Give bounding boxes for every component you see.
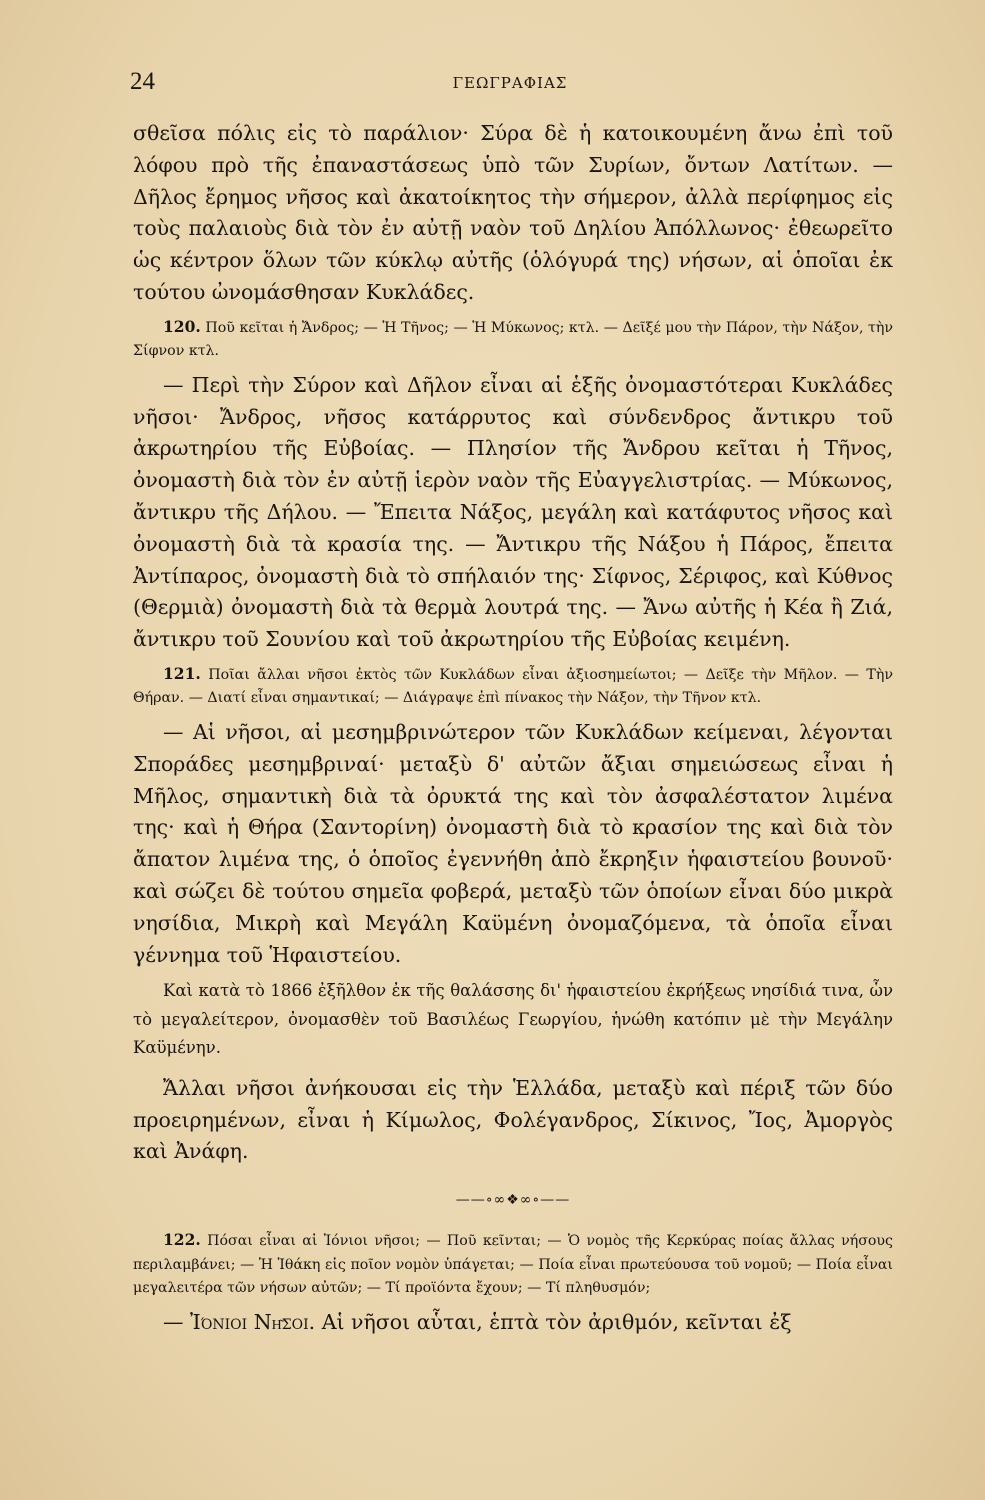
page-number: 24 — [130, 68, 155, 95]
paragraph-text: Αἱ νῆσοι αὗται, ἑπτὰ τὸν ἀριθμόν, κεῖνται ἐξ — [321, 1309, 792, 1334]
question-121 — [133, 662, 893, 711]
paragraph-other-islands: Ἄλλαι νῆσοι ἀνήκουσαι εἰς τὴν Ἑλλάδα, μεταξὺ καὶ πέριξ τῶν δύο προειρημένων, εἶναι ἡ Κίμωλος, Φολέγανδρος, Σίκινος, Ἴος, Ἀμοργὸς καὶ Ἀνάφη. — [133, 1075, 893, 1164]
paragraph-1866-eruption: Καὶ κατὰ τὸ 1866 ἐξῆλθον ἐκ τῆς θαλάσσης δι' ἡφαιστείου ἐκρήξεως νησίδιά τινα, ὧν τὸ μεγαλείτερον, ὀνομασθὲν τοῦ Βασιλέως Γεωργίου, ἡνώθη κατόπιν μὲ τὴν Μεγάλην Καϋμένην. — [133, 981, 893, 1058]
question-number: 122. — [163, 1230, 201, 1250]
question-120 — [133, 315, 893, 364]
section-ornament: ——∘∞❖∞∘—— — [455, 1192, 571, 1209]
running-head — [130, 68, 890, 98]
page-header-title: ΓΕΩΓΡΑΦΙΑΣ — [452, 74, 568, 92]
paragraph-syra-delos: σθεῖσα πόλις εἰς τὸ παράλιον· Σύρα δὲ ἡ κατοικουμένη ἄνω ἐπὶ τοῦ λόφου πρὸ τῆς ἐπαναστάσεως ὑπὸ τῶν Συρίων, ὄντων Λατίτων. — Δῆλος ἔρημος νῆσος καὶ ἀκατοίκητος τὴν σήμερον, ἀλλὰ περίφημος εἰς τοὺς παλαιοὺς διὰ τὸν ἐν αὐτῇ ναὸν τοῦ Δηλίου Ἀπόλλωνος· ἐθεωρεῖτο ὡς κέντρον ὅλων τῶν κύκλῳ αὐτῆς (ὁλόγυρά της) νήσων, αἱ ὁποῖαι ἐκ τούτου ὠνομάσθησαν Κυκλάδες. — [133, 121, 893, 304]
section-heading: — Ἰόνιοι Νῆσοι. — [163, 1309, 316, 1334]
paragraph-ionian-islands — [133, 1307, 893, 1339]
question-text: Ποῖαι ἄλλαι νῆσοι ἐκτὸς τῶν Κυκλάδων εἶναι ἀξιοσημείωτοι; — Δεῖξε τὴν Μῆλον. — Τὴν Θήραν. — Διατί εἶναι σημαντικαί; — Διάγραψε ἐπὶ πίνακος τὴν Νάξον, τὴν Τῆνον κτλ. — [133, 666, 893, 707]
paragraph-cyclades: — Περὶ τὴν Σύρον καὶ Δῆλον εἶναι αἱ ἑξῆς ὀνομαστότεραι Κυκλάδες νῆσοι· Ἄνδρος, νῆσος κατάρρυτος καὶ σύνδενδρος ἄντικρυ τοῦ ἀκρωτηρίου τῆς Εὐβοίας. — Πλησίον τῆς Ἄνδρου κεῖται ἡ Τῆνος, ὀνομαστὴ διὰ τὸν ἐν αὐτῇ ἱερὸν ναὸν τῆς Εὐαγγελιστρίας. — Μύκωνος, ἄντικρυ τῆς Δήλου. — Ἔπειτα Νάξος, μεγάλη καὶ κατάφυτος νῆσος καὶ ὀνομαστὴ διὰ τὰ κρασία της. — Ἄντικρυ τῆς Νάξου ἡ Πάρος, ἔπειτα Ἀντίπαρος, ὀνομαστὴ διὰ τὸ σπήλαιόν της· Σίφνος, Σέριφος, καὶ Κύθνος (Θερμιὰ) ὀνομαστὴ διὰ τὰ θερμὰ λουτρά της. — Ἄνω αὐτῆς ἡ Κέα ἢ Ζιά, ἄντικρυ τοῦ Σουνίου καὶ τοῦ ἀκρωτηρίου τῆς Εὐβοίας κειμένη. — [133, 372, 893, 652]
question-text: Πόσαι εἶναι αἱ Ἰόνιοι νῆσοι; — Ποῦ κεῖνται; — Ὁ νομὸς τῆς Κερκύρας ποίας ἄλλας νήσους περιλαμβάνει; — Ἡ Ἰθάκη εἰς ποῖον νομὸν ὑπάγεται; — Ποία εἶναι πρωτεύουσα τοῦ νομοῦ; — Ποία εἶναι μεγαλειτέρα τῶν νήσων αὐτῶν; — Τί προϊόντα ἔχουν; — Τί πληθυσμόν; — [133, 1233, 893, 1297]
paragraph-southern-sporades: — Αἱ νῆσοι, αἱ μεσημβρινώτερον τῶν Κυκλάδων κείμεναι, λέγονται Σποράδες μεσημβριναί· μεταξὺ δ' αὐτῶν ἄξιαι σημειώσεως εἶναι ἡ Μῆλος, σημαντικὴ διὰ τὰ ὀρυκτά της καὶ τὸν ἀσφαλέστατον λιμένα της· καὶ ἡ Θήρα (Σαντορίνη) ὀνομαστὴ διὰ τὸ κρασίον της καὶ διὰ τὸν ἄπατον λιμένα της, ὁ ὁποῖος ἐγεννήθη ἀπὸ ἔκρηξιν ἡφαιστείου βουνοῦ· καὶ σώζει δὲ τούτου σημεῖα φοβερά, μεταξὺ τῶν ὁποίων εἶναι δύο μικρὰ νησίδια, Μικρὴ καὶ Μεγάλη Καϋμένη ὀνομαζόμενα, τὰ ὁποῖα εἶναι γέννημα τοῦ Ἡφαιστείου. — [133, 719, 893, 967]
page-body — [133, 118, 893, 1339]
question-122 — [133, 1228, 893, 1301]
question-text: Ποῦ κεῖται ἡ Ἄνδρος; — Ἡ Τῆνος; — Ἡ Μύκωνος; κτλ. — Δεῖξέ μου τὴν Πάρον, τὴν Νάξον, τὴν Σίφνον κτλ. — [133, 319, 893, 360]
question-number: 121. — [163, 663, 201, 683]
question-number: 120. — [163, 316, 201, 336]
